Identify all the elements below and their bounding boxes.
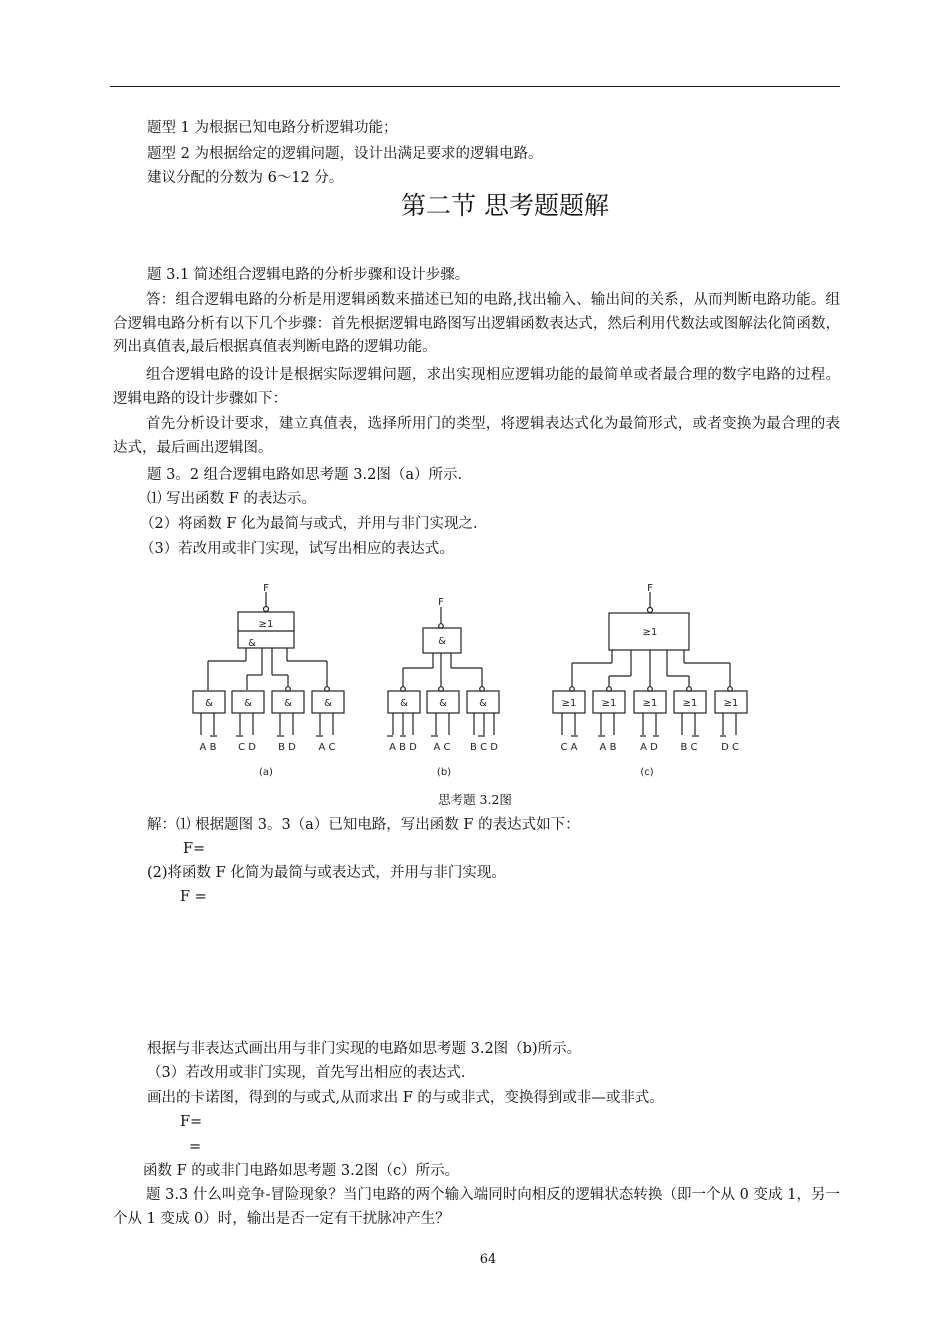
fig-b-inputs-2: A C: [433, 742, 451, 753]
q31-answer-p3: 首先分析设计要求，建立真值表，选择所用门的类型，将逻辑表达式化为最简形式，或者变换为最合理的表达式，最后画出逻辑图。: [113, 416, 840, 456]
solution-step-4: （3）若改用或非门实现，首先写出相应的表达式.: [147, 1065, 466, 1081]
fig-c-gate5-label: ≥1: [723, 698, 739, 709]
fig-label-b: (b): [436, 767, 452, 778]
fig-a-and-label: &: [248, 638, 256, 649]
q31-answer-p2: 组合逻辑电路的设计是根据实际逻辑问题，求出实现相应逻辑功能的最简单或者最合理的数字电路的过程。逻辑电路的设计步骤如下：: [113, 367, 840, 407]
formula-4: =: [189, 1139, 202, 1155]
intro-line-3: 建议分配的分数为 6～12 分。: [147, 170, 344, 186]
fig-a-inputs-1: A B: [199, 742, 217, 753]
fig-label-c: (c): [640, 767, 654, 778]
fig-c-inputs-1: C A: [560, 742, 578, 753]
intro-line-2: 题型 2 为根据给定的逻辑问题，设计出满足要求的逻辑电路。: [147, 146, 543, 162]
fig-a-inputs-2: C D: [238, 742, 256, 753]
fig-b-inputs-1: A B D: [389, 742, 417, 753]
fig-c-inputs-5: D C: [721, 742, 739, 753]
fig-b-gate3-label: &: [479, 698, 487, 709]
fig-b-gate1-label: &: [400, 698, 408, 709]
q31-title: 题 3.1 简述组合逻辑电路的分析步骤和设计步骤。: [147, 267, 470, 283]
fig-c-gate4-label: ≥1: [682, 698, 698, 709]
formula-3: F=: [180, 1114, 203, 1130]
intro-line-1: 题型 1 为根据已知电路分析逻辑功能；: [147, 120, 398, 136]
q32-sub-3: （3）若改用或非门实现，试写出相应的表达式。: [140, 541, 454, 557]
fig-a-output: F: [263, 583, 269, 594]
fig-a-inputs-4: A C: [318, 742, 336, 753]
formula-1: F=: [183, 841, 206, 857]
fig-c-gate3-label: ≥1: [642, 698, 658, 709]
q33-text: 题 3.3 什么叫竞争-冒险现象？当门电路的两个输入端同时向相反的逻辑状态转换（即一个从 0 变成 1，另一个从 1 变成 0）时，输出是否一定有干扰脉冲产生？: [113, 1187, 840, 1227]
figure-caption: 思考题 3.2图: [438, 792, 512, 807]
solution-step-3: 根据与非表达式画出用与非门实现的电路如思考题 3.2图（b)所示。: [147, 1041, 582, 1057]
fig-a-or-gate-label: ≥1: [258, 619, 274, 630]
fig-label-a: (a): [259, 767, 273, 778]
q32-sub-2: （2）将函数 F 化为最简与或式，并用与非门实现之.: [140, 516, 478, 532]
formula-2: F =: [180, 889, 207, 905]
fig-c-gate1-label: ≥1: [561, 698, 577, 709]
fig-c-inputs-3: A D: [640, 742, 658, 753]
page-number: 64: [479, 1252, 497, 1267]
fig-c-output: F: [647, 583, 653, 594]
q32-title: 题 3。2 组合逻辑电路如思考题 3.2图（a）所示.: [147, 467, 463, 483]
fig-a-inputs-3: B D: [278, 742, 296, 753]
section-title: 第二节 思考题题解: [401, 191, 609, 220]
solution-step-5: 画出的卡诺图，得到的与或式,从而求出 F 的与或非式，变换得到或非—或非式。: [147, 1090, 664, 1106]
fig-a-gate4-label: &: [324, 698, 332, 709]
logic-circuit-figure: [0, 575, 950, 790]
fig-b-gate2-label: &: [439, 698, 447, 709]
solution-step-6: 函数 F 的或非门电路如思考题 3.2图（c）所示。: [143, 1163, 460, 1179]
fig-b-inputs-3: B C D: [470, 742, 498, 753]
fig-c-gate2-label: ≥1: [601, 698, 617, 709]
fig-c-top-gate-label: ≥1: [642, 627, 658, 638]
q32-sub-1: ⑴ 写出函数 F 的表达示。: [147, 491, 316, 507]
fig-a-gate2-label: &: [244, 698, 252, 709]
header-rule: [110, 86, 840, 87]
fig-a-gate1-label: &: [205, 698, 213, 709]
solution-step-1: 解：⑴ 根据题图 3。3（a）已知电路，写出函数 F 的表达式如下：: [147, 817, 580, 833]
fig-b-top-gate-label: &: [438, 636, 446, 647]
fig-c-inputs-4: B C: [680, 742, 698, 753]
q31-answer-p1: 答：组合逻辑电路的分析是用逻辑函数来描述已知的电路,找出输入、输出间的关系，从而判断电路功能。组合逻辑电路分析有以下几个步骤：首先根据逻辑电路图写出逻辑函数表达式，然后利用代数法或图解法化简函数，列出真值表,最后根据真值表判断电路的逻辑功能。: [113, 292, 840, 355]
fig-b-output: F: [438, 597, 444, 608]
fig-a-gate3-label: &: [284, 698, 292, 709]
solution-step-2: (2)将函数 F 化简为最简与或表达式，并用与非门实现。: [147, 865, 506, 881]
fig-c-inputs-2: A B: [599, 742, 617, 753]
